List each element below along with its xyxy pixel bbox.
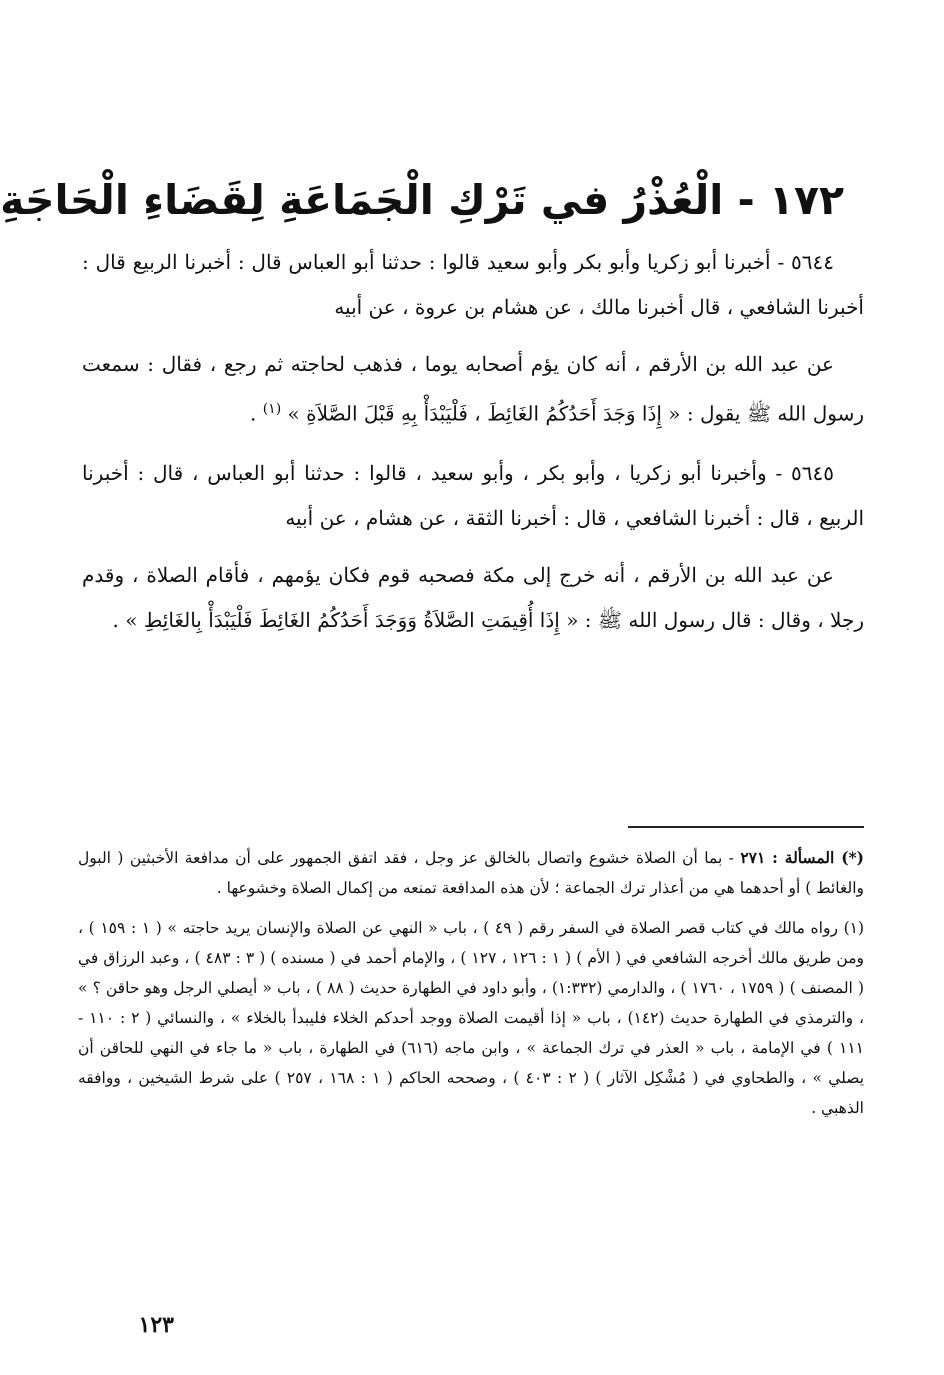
page-number: ١٢٣ (138, 1312, 174, 1338)
footnotes (78, 843, 864, 1123)
hadith-5644-chain: ٥٦٤٤ - أخبرنا أبو زكريا وأبو بكر وأبو سعيد قالوا : حدثنا أبو العباس قال : أخبرنا الربيع قال : أخبرنا الشافعي ، قال أخبرنا مالك ، عن هشام بن عروة ، عن أبيه (82, 250, 864, 319)
hadith-5644-text (82, 342, 864, 437)
hadith-5644-end: . (249, 401, 263, 426)
footnote-star-text: - بما أن الصلاة خشوع واتصال بالخالق عز وجل ، فقد اتفق الجمهور على أن مدافعة الأخبثين ( البول والغائط ) أو أحدهما هي من أعذار ترك الجماعة ؛ لأن هذه المدافعة تمنعه من إكمال الصلاة وخشوعها . (78, 849, 864, 897)
footnote-star (78, 843, 864, 903)
hadith-5645-chain: ٥٦٤٥ - وأخبرنا أبو زكريا ، وأبو بكر ، وأبو سعيد ، قالوا : حدثنا أبو العباس ، قال : أخبرنا الربيع ، قال : أخبرنا الشافعي ، قال : أخبرنا الثقة ، عن هشام ، عن أبيه (82, 460, 864, 530)
chapter-title: ١٧٢ - الْعُذْرُ في تَرْكِ الْجَمَاعَةِ لِقَضَاءِ الْحَاجَةِ (0, 176, 844, 224)
footnote-separator (628, 826, 864, 828)
hadith-5644-body: عن عبد الله بن الأرقم ، أنه كان يؤم أصحابه يوما ، فذهب لحاجته ثم رجع ، فقال : سمعت رسول الله ﷺ يقول : « إِذَا وَجَدَ أَحَدُكُمُ الغَائِطَ ، فَلْيَبْدَأْ بِهِ قَبْلَ الصَّلاَةِ » (82, 352, 864, 426)
footnote-1: (١) رواه مالك في كتاب قصر الصلاة في السفر رقم ( ٤٩ ) ، باب « النهي عن الصلاة والإنسان يريد حاجته » ( ١ : ١٥٩ ) ، ومن طريق مالك أخرجه الشافعي في ( الأم ) ( ١ : ١٢٦ ، ١٢٧ ) ، والإمام أحمد في ( مسنده ) ( ٣ : ٤٨٣ ) ، وعبد الرزاق في ( المصنف ) ( ١٧٥٩ ، ١٧٦٠ ) ، والدارمي (١:٣٣٢) ، وأبو داود في الطهارة حديث ( ٨٨ ) ، باب « أيصلي الرجل وهو حاقن ؟ » ، والترمذي في الطهارة حديث (١٤٢) ، باب « إذا أقيمت الصلاة ووجد أحدكم الخلاء فليبدأ بالخلاء » ، والنسائي ( ٢ : ١١٠ - ١١١ ) في الإمامة ، باب « العذر في ترك الجماعة » ، وابن ماجه (٦١٦) في الطهارة ، باب « ما جاء في النهي للحاقن أن يصلي » ، والطحاوي في ( مُشْكِل الآثار ) ( ٢ : ٤٠٣ ) ، وصححه الحاكم ( ١ : ١٦٨ ، ٢٥٧ ) على شرط الشيخين ، ووافقه الذهبي . (78, 919, 865, 1117)
main-text (82, 240, 864, 643)
footnote-star-label: (*) المسألة : ٢٧١ (740, 848, 864, 867)
hadith-5645-text: عن عبد الله بن الأرقم ، أنه خرج إلى مكة فصحبه قوم فكان يؤمهم ، فأقام الصلاة ، وقدم رجلا ، وقال : قال رسول الله ﷺ : « إِذَا أُقِيمَتِ الصَّلاَةُ وَوَجَدَ أَحَدُكُمُ الغَائِطَ فَلْيَبْدَأْ بِالغَائِطِ » . (82, 562, 864, 632)
footnote-reference: (١) (262, 401, 282, 417)
chapter-heading (0, 168, 844, 232)
